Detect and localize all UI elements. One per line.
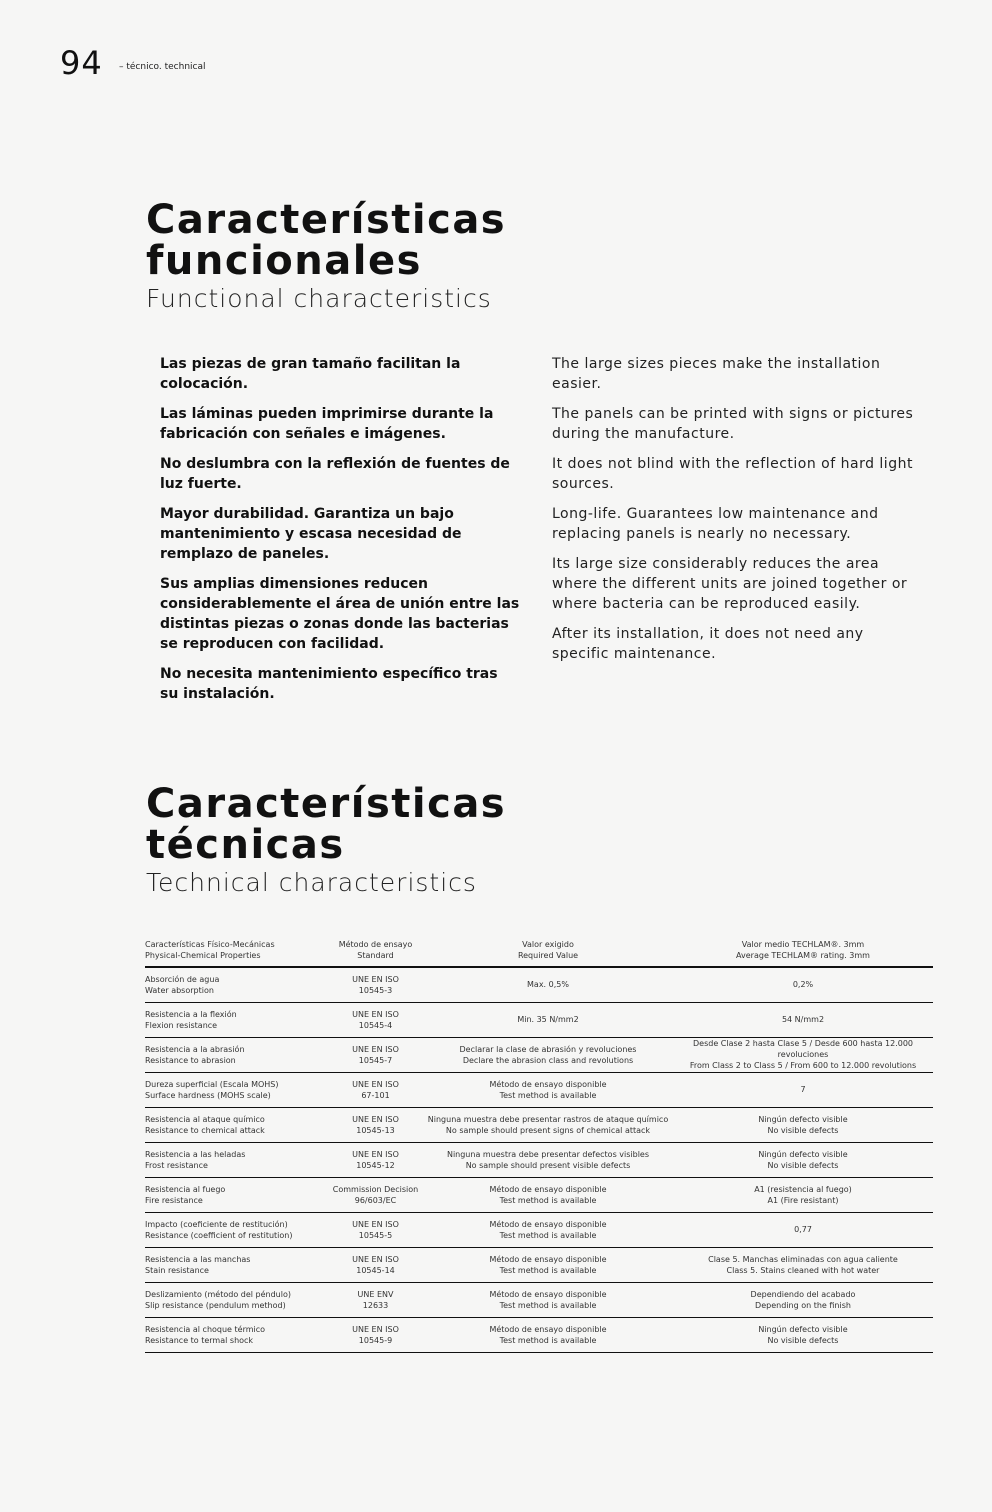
functional-item-en: After its installation, it does not need any specific maintenance. [552,626,864,662]
functional-item-en: Its large size considerably reduces the area where the different units are joined together or where bacteria can be reproduced easily. [552,556,908,612]
table-row [145,1177,933,1212]
cell-value: Ningún defecto visible No visible defects [673,1142,933,1177]
table-row [145,1282,933,1317]
cell-value: Desde Clase 2 hasta Clase 5 / Desde 600 hasta 12.000 revoluciones From Class 2 to Class 5 / From 600 to 12.000 revolutions [673,1037,933,1072]
cell-required: Método de ensayo disponible Test method is available [423,1072,673,1107]
cell-property: Resistencia al choque térmico Resistance to termal shock [145,1317,328,1352]
column-header-required: Valor exigido Required Value [423,934,673,967]
functional-item-en: Long-life. Guarantees low maintenance and replacing panels is nearly no necessary. [552,506,879,542]
technical-title-es-line1: Características [146,781,507,827]
table-row [145,1247,933,1282]
cell-value: 0,77 [673,1212,933,1247]
table-row [145,1317,933,1352]
technical-title-es-line2: técnicas [146,822,345,868]
cell-required: Método de ensayo disponible Test method is available [423,1282,673,1317]
functional-list-en [552,354,924,674]
functional-list-es [160,354,520,714]
functional-item-en: It does not blind with the reflection of hard light sources. [552,456,913,492]
cell-value: Ningún defecto visible No visible defects [673,1107,933,1142]
table-row [145,1212,933,1247]
cell-property: Impacto (coeficiente de restitución) Resistance (coefficient of restitution) [145,1212,328,1247]
functional-item-en: The panels can be printed with signs or pictures during the manufacture. [552,406,914,442]
cell-standard: UNE EN ISO 10545-7 [328,1037,423,1072]
page-number: 94 [60,44,103,82]
cell-required: Max. 0,5% [423,967,673,1002]
cell-required: Declarar la clase de abrasión y revoluciones Declare the abrasion class and revolutions [423,1037,673,1072]
cell-standard: UNE EN ISO 10545-9 [328,1317,423,1352]
cell-property: Resistencia al fuego Fire resistance [145,1177,328,1212]
cell-standard: UNE EN ISO 10545-3 [328,967,423,1002]
technical-table [145,934,933,1353]
table-row [145,1107,933,1142]
cell-required: Ninguna muestra debe presentar rastros de ataque químico No sample should present signs of chemical attack [423,1107,673,1142]
technical-title-en: Technical characteristics [146,868,477,897]
cell-standard: Commission Decision 96/603/EC [328,1177,423,1212]
column-header-standard: Método de ensayo Standard [328,934,423,967]
column-header-property: Características Físico-Mecánicas Physical-Chemical Properties [145,934,328,967]
cell-value: 54 N/mm2 [673,1002,933,1037]
table-header-row [145,934,933,967]
table-row [145,1037,933,1072]
cell-standard: UNE EN ISO 10545-12 [328,1142,423,1177]
section-label: – técnico. technical [119,62,206,72]
cell-standard: UNE ENV 12633 [328,1282,423,1317]
cell-required: Método de ensayo disponible Test method is available [423,1247,673,1282]
cell-value: Clase 5. Manchas eliminadas con agua caliente Class 5. Stains cleaned with hot water [673,1247,933,1282]
table-row [145,1002,933,1037]
cell-property: Resistencia al ataque químico Resistance to chemical attack [145,1107,328,1142]
cell-value: Dependiendo del acabado Depending on the finish [673,1282,933,1317]
cell-value: Ningún defecto visible No visible defects [673,1317,933,1352]
cell-property: Dureza superficial (Escala MOHS) Surface hardness (MOHS scale) [145,1072,328,1107]
cell-property: Resistencia a la flexión Flexion resistance [145,1002,328,1037]
functional-item-es: No necesita mantenimiento específico tras su instalación. [160,666,498,702]
functional-title-es-line2: funcionales [146,238,422,284]
cell-standard: UNE EN ISO 10545-5 [328,1212,423,1247]
functional-heading [146,197,507,314]
functional-item-en: The large sizes pieces make the installation easier. [552,356,881,392]
technical-heading [146,781,507,898]
cell-property: Deslizamiento (método del péndulo) Slip resistance (pendulum method) [145,1282,328,1317]
functional-item-es: Sus amplias dimensiones reducen considerablemente el área de unión entre las distintas piezas o zonas donde las bacterias se reproducen con facilidad. [160,576,520,652]
cell-value: A1 (resistencia al fuego) A1 (Fire resistant) [673,1177,933,1212]
cell-required: Min. 35 N/mm2 [423,1002,673,1037]
cell-required: Ninguna muestra debe presentar defectos visibles No sample should present visible defects [423,1142,673,1177]
table-row [145,1142,933,1177]
functional-title-es-line1: Características [146,197,507,243]
cell-value: 0,2% [673,967,933,1002]
cell-standard: UNE EN ISO 10545-13 [328,1107,423,1142]
cell-property: Resistencia a la abrasión Resistance to abrasion [145,1037,328,1072]
cell-required: Método de ensayo disponible Test method is available [423,1212,673,1247]
cell-standard: UNE EN ISO 67-101 [328,1072,423,1107]
cell-property: Absorción de agua Water absorption [145,967,328,1002]
functional-item-es: Las láminas pueden imprimirse durante la fabricación con señales e imágenes. [160,406,494,442]
cell-property: Resistencia a las heladas Frost resistance [145,1142,328,1177]
table-row [145,967,933,1002]
cell-value: 7 [673,1072,933,1107]
functional-item-es: Las piezas de gran tamaño facilitan la colocación. [160,356,461,392]
cell-standard: UNE EN ISO 10545-14 [328,1247,423,1282]
column-header-value: Valor medio TECHLAM®. 3mm Average TECHLAM® rating. 3mm [673,934,933,967]
cell-property: Resistencia a las manchas Stain resistance [145,1247,328,1282]
cell-required: Método de ensayo disponible Test method is available [423,1177,673,1212]
cell-standard: UNE EN ISO 10545-4 [328,1002,423,1037]
functional-item-es: No deslumbra con la reflexión de fuentes de luz fuerte. [160,456,510,492]
cell-required: Método de ensayo disponible Test method is available [423,1317,673,1352]
functional-title-en: Functional characteristics [146,284,492,313]
table-row [145,1072,933,1107]
functional-item-es: Mayor durabilidad. Garantiza un bajo mantenimiento y escasa necesidad de remplazo de paneles. [160,506,462,562]
